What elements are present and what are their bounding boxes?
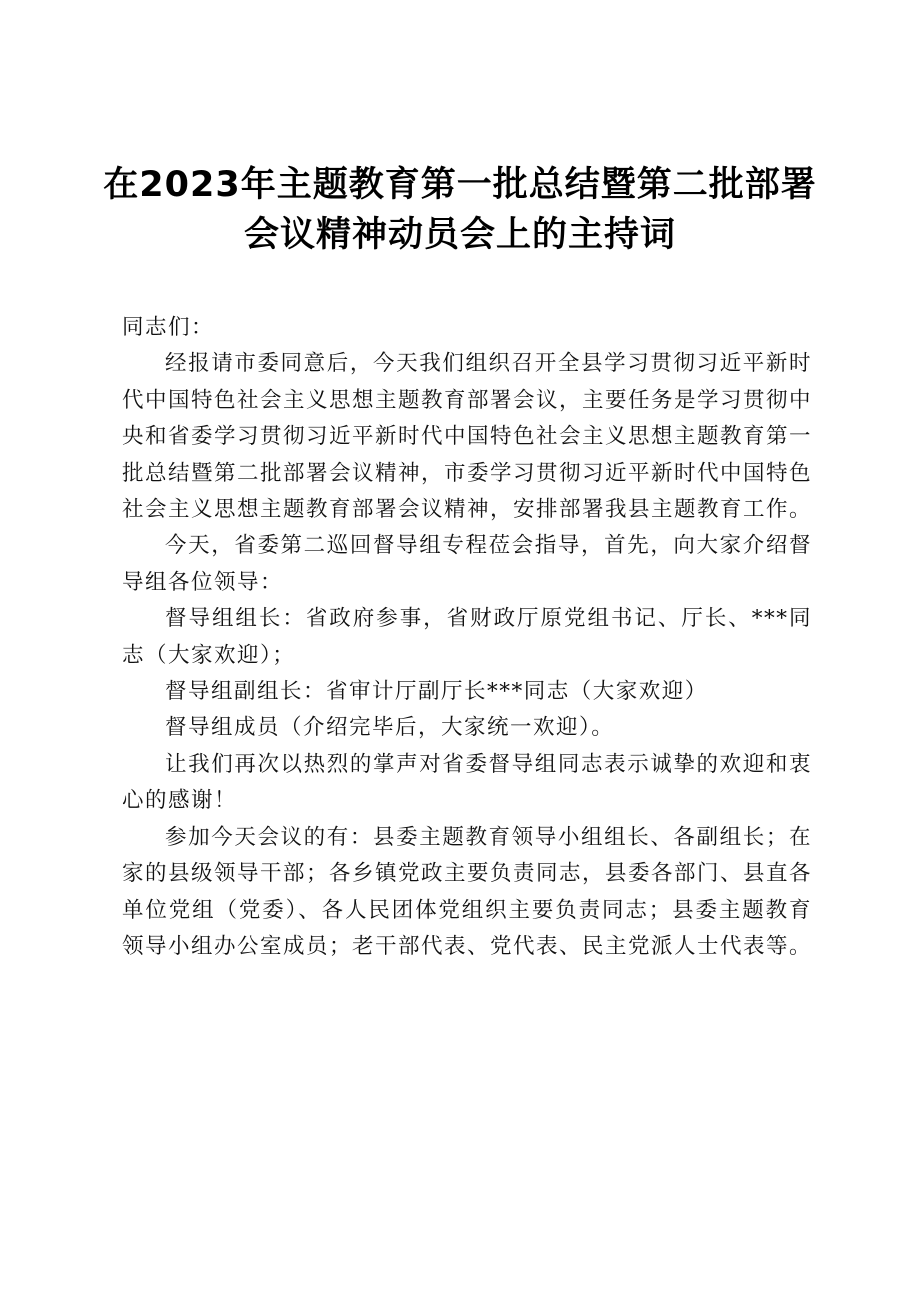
- paragraph-welcome: 让我们再次以热烈的掌声对省委督导组同志表示诚挚的欢迎和衷心的感谢！: [122, 751, 812, 814]
- paragraph-deputy-leader: 督导组副组长：省审计厅副厅长***同志（大家欢迎）: [165, 679, 708, 705]
- paragraph-group-leader: 督导组组长：省政府参事，省财政厅原党组书记、厅长、***同志（大家欢迎）；: [122, 606, 812, 668]
- paragraph-opening: 经报请市委同意后，今天我们组织召开全县学习贯彻习近平新时代中国特色社会主义思想主题教育部署会议，主要任务是学习贯彻中央和省委学习贯彻习近平新时代中国特色社会主义思想主题教育第一批总结暨第二批部署会议精神，市委学习贯彻习近平新时代中国特色社会主义思想主题教育部署会议精神，安排部署我县主题教育工作。: [122, 351, 813, 523]
- paragraph-group-members: 督导组成员（介绍完毕后，大家统一欢迎）。: [165, 715, 615, 741]
- title-line-2: 会议精神动员会上的主持词: [243, 215, 676, 255]
- paragraph-attendees: 参加今天会议的有：县委主题教育领导小组组长、各副组长；在家的县级领导干部；各乡镇党政主要负责同志，县委各部门、县直各单位党组（党委）、各人民团体党组织主要负责同志；县委主题教育领导小组办公室成员；老干部代表、党代表、民主党派人士代表等。: [122, 824, 813, 959]
- document-title: [100, 160, 820, 260]
- salutation: 同志们：: [122, 315, 215, 340]
- title-line-1: 在2023年主题教育第一批总结暨第二批部署: [103, 165, 817, 205]
- document-body: [122, 310, 812, 965]
- paragraph-introduction: 今天，省委第二巡回督导组专程莅会指导，首先，向大家介绍督导组各位领导：: [122, 533, 812, 595]
